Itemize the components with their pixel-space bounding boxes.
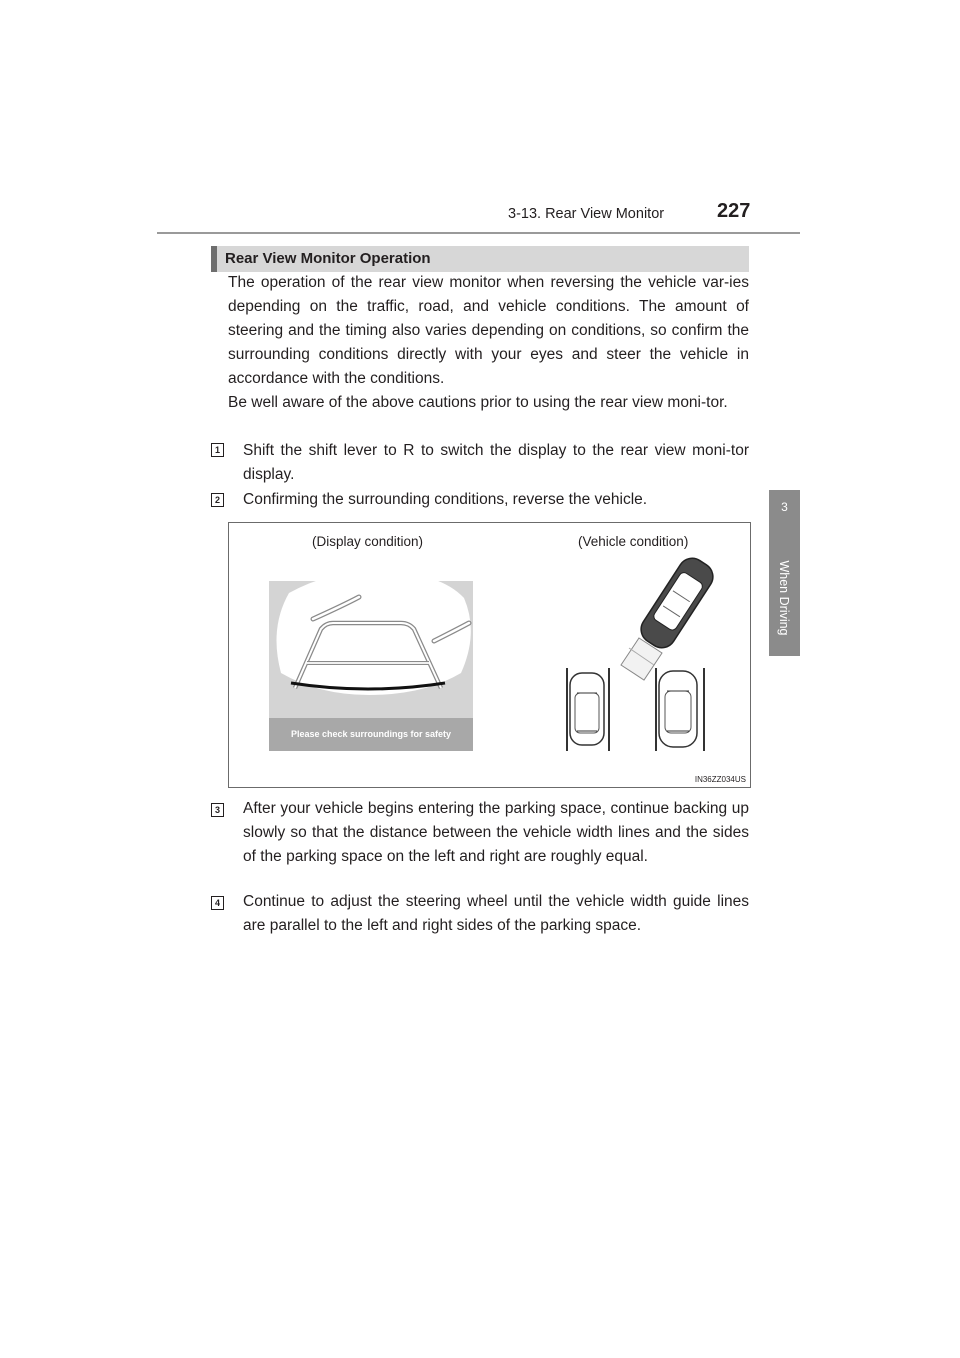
camera-warning-message: Please check surroundings for safety — [291, 729, 452, 739]
chapter-tab-number: 3 — [781, 500, 788, 514]
section-title: 3-13. Rear View Monitor — [508, 206, 665, 222]
figure-drawing — [229, 523, 750, 787]
step-number-badge: 2 — [211, 493, 224, 507]
display-condition-caption: (Display condition) — [312, 534, 424, 549]
section-heading — [211, 246, 749, 272]
step-text: Continue to adjust the steering wheel until the vehicle width guide lines are parallel to the left and right sides of the parking space. — [243, 893, 749, 934]
vehicle-condition-caption: (Vehicle condition) — [578, 534, 689, 549]
step-text: Confirming the surrounding conditions, reverse the vehicle. — [243, 491, 648, 508]
section-heading-text: Rear View Monitor Operation — [225, 250, 431, 267]
step-text: After your vehicle begins entering the parking space, continue backing up slowly so that the distance between the vehicle width lines and the sides of the parking space on the left and right are roughly equal. — [243, 800, 749, 865]
step-number-badge: 4 — [211, 896, 224, 910]
step-text: Shift the shift lever to R to switch the display to the rear view moni-tor display. — [243, 442, 749, 483]
caution-paragraph: Be well aware of the above cautions prior to using the rear view moni-tor. — [228, 394, 728, 411]
figure-code: IN36ZZ034US — [694, 775, 746, 784]
page-number: 227 — [717, 200, 751, 222]
illustration — [228, 522, 751, 788]
parking-lot-icon — [567, 553, 718, 751]
section-heading-accent — [211, 246, 217, 272]
chapter-tab-label: When Driving — [777, 560, 791, 636]
camera-display-icon — [269, 570, 473, 751]
step-number-badge: 1 — [211, 443, 224, 457]
step-number-badge: 3 — [211, 803, 224, 817]
header-divider — [157, 232, 800, 234]
intro-paragraph: The operation of the rear view monitor when reversing the vehicle var-ies depending on the traffic, road, and vehicle conditions. The amount of steering and the timing also varies depending on conditions, so confirm the surrounding conditions directly with your eyes and steer the vehicle in accordance with the conditions. — [228, 274, 749, 387]
